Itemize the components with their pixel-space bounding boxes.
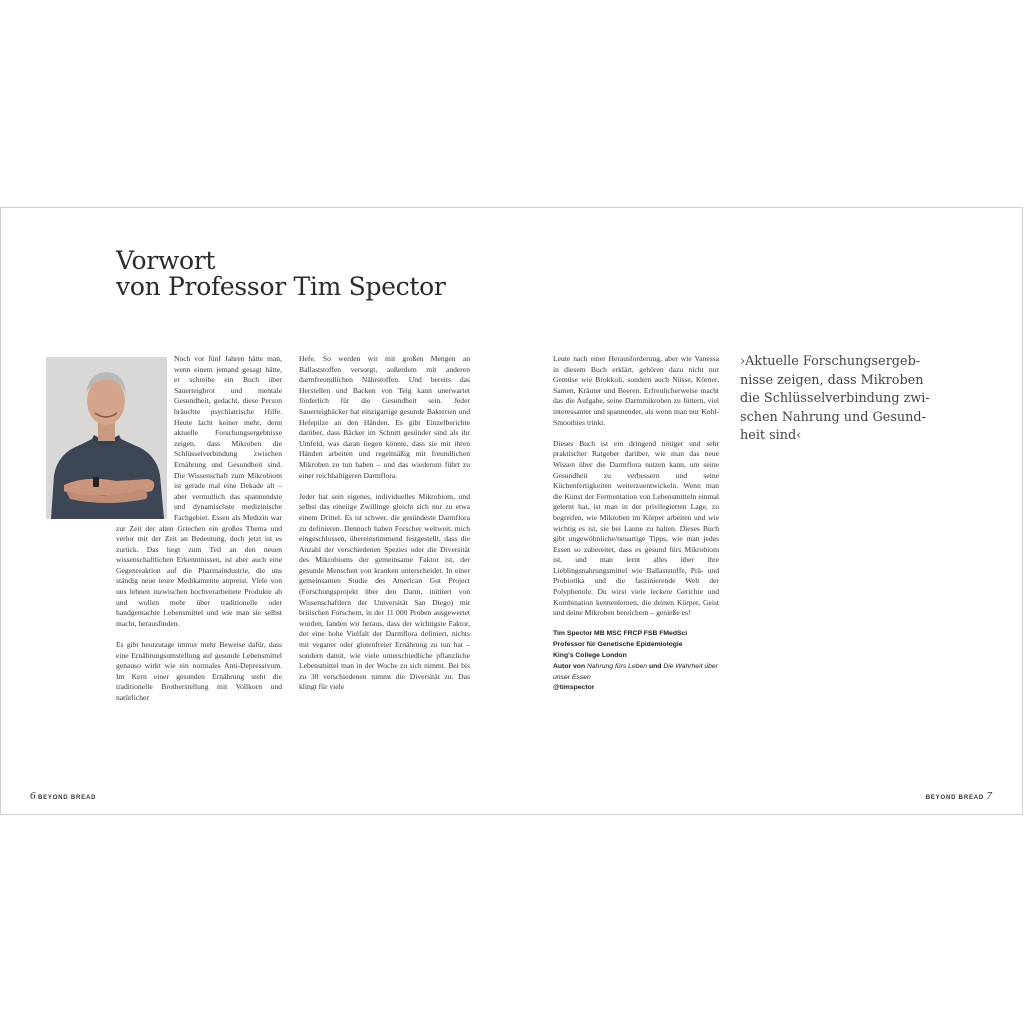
signature-role: Professor für Genetische Epidemiologie: [553, 641, 683, 649]
text-column-1: [116, 354, 282, 714]
page-number-right: 7: [986, 790, 992, 802]
page-title: [116, 248, 446, 300]
signature-institution: King's College London: [553, 652, 627, 660]
quote-line: schen Nahrung und Gesund-: [740, 409, 926, 425]
running-footer-left: BEYOND BREAD: [37, 795, 97, 801]
text-column-3: [553, 354, 719, 694]
signature-block: [553, 629, 719, 694]
paragraph: Hefe. So werden wir mit großen Mengen an Ballaststoffen versorgt, außerdem mit anderen darmfreundlichen Nährstoffen. Und bereits das Herstellen und Backen von Teig kann unerwartet förderlich für die Gesundheit sein. Jeder Sauerteigbäcker hat einzigartige gesunde Bakterien und Hefepilze an den Händen. Es gibt Einzelberichte darüber, dass Bäcker im Schnitt gesünder sind als ihr Umfeld, was daran liegen könnte, dass sie mit ihren Händen arbeiten und regelmäßig mit freundlichen Mikroben zu tun haben – und das wiederum führt zu einer reichhaltigeren Darmflora.: [299, 354, 470, 480]
text-column-2: [299, 354, 470, 704]
running-footer-right: BEYOND BREAD: [925, 795, 985, 801]
folio-right: [926, 790, 992, 802]
paragraph: Dieses Buch ist ein dringend nötiger und sehr praktischer Ratgeber darüber, wie man das neue Wissen über die Darmflora nutzen kann, um seine Gesundheit zu verbessern und seine Küchenfertigkeiten weiterzuentwickeln. Wenn man die Kunst der Fermentation von Lebensmitteln einmal gelernt hat, ist man in der privilegierten Lage, zu begreifen, wie Mikroben im Körper arbeiten und wie wichtig es ist, sie bei Laune zu halten. Dieses Buch gibt ungewöhnliche/neuartige Tipps, wie man jedes Essen so zubereitet, dass es gesund fürs Mikrobiom ist, und man lernt alles über ihre Lieblingsnahrungsmittel wie Ballaststoffe, Prä- und Probiotika und die faszinierende Welt der Polyphenole. Du wirst viele leckere Gerichte und Kombination kennenlernen, die deinen Körper, Geist und deine Mikroben bereichern – genieße es!: [553, 438, 719, 618]
quote-line: heit sind‹: [740, 428, 802, 444]
page-number-left: 6: [30, 790, 36, 802]
quote-line: nisse zeigen, dass Mikroben: [740, 372, 924, 388]
paragraph: Jeder hat sein eigenes, individuelles Mikrobiom, und selbst das eineiige Zwillinge gleicht sich nur zu etwa einem Drittel. Es ist schwer, die gesündeste Darmflora zu definieren. Dennoch haben Forscher weltweit, mich eingeschlossen, übereinstimmend festgestellt, dass die Anzahl der verschiedenen Spezies oder die Diversität des Mikrobioms der gemeinsame Faktor ist, der gesunde Menschen von kranken unterscheidet. In einer gemeinsamen Studie des American Gut Project (Forschungsprojekt über den Darm, initiiert von Wissenschaftlern der Universität San Diego) mit britischen Forschern, in der 11 000 Proben ausgewertet wurden, fanden wir heraus, dass der wichtigste Faktor, der eine hohe Vielfalt der Darmflora definiert, nichts mit veganer oder glutenfreier Ernährung zu tun hat – sondern damit, wie viele unterschiedliche pflanzliche Lebensmittel man in der Woche zu sich nimmt. Bei bis zu 30 verschiedenen nimmt die Diversität zu. Das klingt für viele: [299, 491, 470, 692]
title-line-1: Vorwort: [116, 246, 216, 275]
pull-quote: [740, 353, 930, 446]
quote-line: die Schlüsselverbindung zwi-: [740, 391, 930, 407]
quote-line: ›Aktuelle Forschungsergeb-: [740, 354, 921, 369]
paragraph: Leute nach einer Herausforderung, aber wie Vanessa in diesem Buch erklärt, gehören dazu nicht nur Gemüse wie Brokkoli, sondern auch Nüsse, Körner, Samen, Kräuter und Beeren. Erfreulicherweise macht das die Aufgabe, seine Darmmikroben zu füttern, viel interessanter und spannender, als wenn man nur Kohl-Smoothies trinkt.: [553, 354, 719, 427]
signature-handle: @timspector: [553, 684, 595, 692]
title-line-2: von Professor Tim Spector: [116, 272, 446, 301]
signature-books: Autor von Nahrung fürs Leben und Die Wahrheit über unser Essen: [553, 662, 718, 681]
paragraph: Es gibt heutzutage immer mehr Beweise dafür, dass eine Ernährungsumstellung auf gesunde Lebensmittel genauso wirkt wie ein normales Anti-Depressivum. Im Kern einer gesunden Ernährung steht die traditionelle Brotherstellung mit Vollkorn und natürlicher: [116, 640, 282, 702]
signature-name: Tim Spector MB MSC FRCP FSB FMedSci: [553, 630, 688, 638]
folio-left: [30, 790, 96, 802]
paragraph: Noch vor fünf Jahren hätte man, wenn einem jemand gesagt hätte, er schreibe ein Buch über Sauerteigbrot und mentale Gesundheit, gedacht, diese Person bräuchte psychiatrische Hilfe. Heute lacht keiner mehr, denn aktuelle Forschungsergebnisse zeigen, dass Mikroben die Schlüsselverbindung zwischen Ernährung und Gesundheit sind. Die Wissenschaft zum Mikrobiom ist gerade mal eine Dekade alt – aber vermutlich das spannendste und dynamischste medizinische Fachgebiet. Essen als Medizin war zur Zeit der alten Griechen ein großes Thema und verlor mit der Zeit an Bedeutung, doch jetzt ist es zurück. Das liegt zum Teil an den neuen wissenschaftlichen Erkenntnissen, ist aber auch eine Gegenreaktion auf die Pharmaindustrie, die uns ständig neue teure Medikamente anpreist. Viele von uns lehnen inzwischen hochverarbeitete Produkte ab und wollen mehr über traditionelle oder handgemachte Lebensmittel und wie man sie selbst macht, herausfinden.: [116, 354, 282, 628]
